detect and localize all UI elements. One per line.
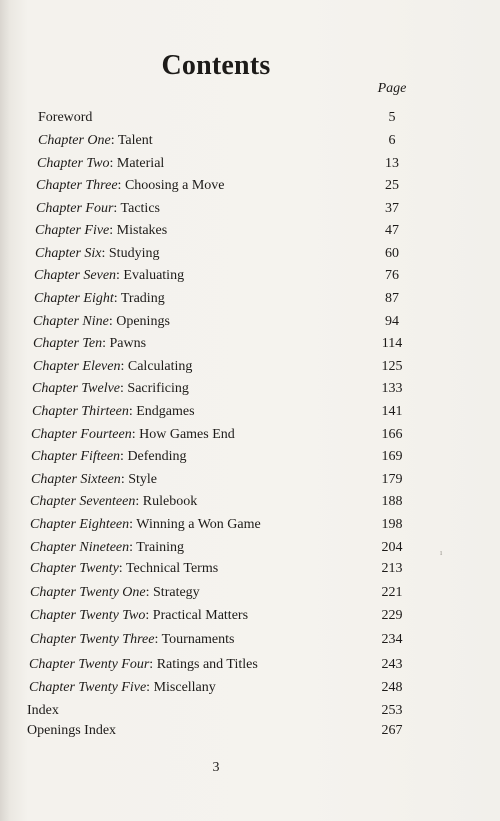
chapter-title: Studying <box>108 246 160 261</box>
toc-entry-label <box>36 176 225 196</box>
toc-entry <box>0 606 500 626</box>
chapter-number: Chapter Three <box>36 178 118 193</box>
toc-entry <box>0 289 500 309</box>
toc-entry <box>0 721 500 741</box>
chapter-separator: : <box>149 657 157 672</box>
chapter-number: Chapter Five <box>35 223 110 238</box>
chapter-number: Chapter Twenty Four <box>29 657 150 672</box>
chapter-separator: : <box>109 223 117 238</box>
toc-page-number: 125 <box>381 359 403 374</box>
toc-entry <box>0 559 500 579</box>
chapter-title: Ratings and Titles <box>156 657 258 672</box>
toc-entry <box>0 334 500 354</box>
chapter-separator: : <box>110 133 118 148</box>
toc-entry-label <box>36 199 160 219</box>
toc-entry-label <box>30 492 197 512</box>
toc-page-number: 221 <box>381 585 403 600</box>
chapter-title: Openings Index <box>27 723 117 738</box>
chapter-separator: : <box>108 314 117 329</box>
chapter-separator: : <box>135 494 143 509</box>
chapter-separator: : <box>102 336 110 351</box>
toc-entry-label <box>27 701 59 721</box>
chapter-separator: : <box>129 540 137 555</box>
toc-entry <box>0 402 500 422</box>
toc-page-number: 204 <box>381 540 403 555</box>
chapter-title: Openings <box>116 314 170 329</box>
chapter-separator: : <box>120 359 128 374</box>
chapter-title: Winning a Won Game <box>136 517 261 532</box>
toc-page-number: 114 <box>381 336 403 351</box>
toc-entry-label <box>32 402 195 422</box>
toc-page-number: 87 <box>385 291 399 306</box>
toc-page-number: 229 <box>381 608 403 623</box>
chapter-title: Choosing a Move <box>124 178 225 193</box>
chapter-number: Chapter Nineteen <box>30 540 130 555</box>
toc-entry-label <box>38 131 153 151</box>
toc-entry <box>0 515 500 535</box>
toc-entry <box>0 655 500 675</box>
chapter-separator: : <box>120 449 128 464</box>
toc-entry <box>0 312 500 332</box>
toc-entry <box>0 379 500 399</box>
chapter-title: Endgames <box>136 404 195 419</box>
chapter-title: Technical Terms <box>125 561 219 576</box>
toc-entry <box>0 425 500 445</box>
chapter-title: Rulebook <box>142 494 198 509</box>
toc-entry <box>0 199 500 219</box>
toc-page-number: 13 <box>385 156 399 171</box>
chapter-separator: : <box>131 427 140 442</box>
chapter-separator: : <box>116 268 124 283</box>
toc-entry <box>0 108 500 128</box>
toc-page-number: 188 <box>381 494 403 509</box>
toc-entry-label <box>31 425 235 445</box>
toc-entry <box>0 492 500 512</box>
toc-entry-label <box>34 266 184 286</box>
chapter-number: Chapter Six <box>35 246 102 261</box>
toc-entry-label <box>30 606 248 626</box>
toc-entry-label <box>37 154 164 174</box>
toc-page-number: 37 <box>385 201 399 216</box>
chapter-title: Defending <box>127 449 187 464</box>
chapter-number: Chapter Eighteen <box>30 517 130 532</box>
toc-page-number: 179 <box>381 472 403 487</box>
chapter-title: Strategy <box>153 585 200 600</box>
toc-entry-label <box>34 289 165 309</box>
chapter-separator: : <box>146 680 154 695</box>
chapter-title: Talent <box>117 133 153 148</box>
chapter-separator: : <box>154 632 162 647</box>
toc-entry-label <box>30 515 261 535</box>
toc-page-number: 5 <box>388 110 396 125</box>
toc-entry <box>0 221 500 241</box>
chapter-title: Tactics <box>120 201 160 216</box>
chapter-number: Chapter Four <box>36 201 114 216</box>
toc-page-number: 253 <box>381 703 403 718</box>
toc-page-number: 166 <box>381 427 403 442</box>
page-column-label: Page <box>377 81 407 96</box>
chapter-title: Sacrificing <box>127 381 189 396</box>
chapter-title: Practical Matters <box>152 608 249 623</box>
toc-page-number: 6 <box>388 133 396 148</box>
chapter-title: Style <box>128 472 157 487</box>
chapter-title: Training <box>136 540 185 555</box>
chapter-separator: : <box>113 201 121 216</box>
toc-entry <box>0 154 500 174</box>
chapter-number: Chapter Twenty <box>30 561 119 576</box>
chapter-number: Chapter Fourteen <box>31 427 132 442</box>
toc-entry <box>0 266 500 286</box>
toc-page-number: 133 <box>381 381 403 396</box>
chapter-number: Chapter Two <box>37 156 110 171</box>
toc-entry <box>0 244 500 264</box>
chapter-title: Index <box>27 703 59 718</box>
chapter-number: Chapter Seventeen <box>30 494 136 509</box>
chapter-separator: : <box>109 156 117 171</box>
chapter-number: Chapter Twenty Five <box>29 680 147 695</box>
toc-entry <box>0 176 500 196</box>
toc-page-number: 248 <box>381 680 403 695</box>
chapter-title: Material <box>116 156 165 171</box>
toc-page-number: 60 <box>385 246 399 261</box>
toc-page-number: 76 <box>385 268 399 283</box>
chapter-number: Chapter Twelve <box>32 381 121 396</box>
chapter-separator: : <box>120 472 129 487</box>
toc-page-number: 47 <box>385 223 399 238</box>
paper-speck: ı <box>440 548 443 557</box>
toc-entry-label <box>30 559 218 579</box>
toc-entry-label <box>31 447 187 467</box>
chapter-separator: : <box>118 561 126 576</box>
toc-entry <box>0 447 500 467</box>
toc-page-number: 243 <box>381 657 403 672</box>
chapter-separator: : <box>145 608 153 623</box>
chapter-number: Chapter Eight <box>34 291 114 306</box>
toc-entry-label <box>29 678 216 698</box>
toc-entry-label <box>35 221 167 241</box>
toc-page-number: 25 <box>385 178 399 193</box>
toc-page-number: 267 <box>381 723 403 738</box>
toc-page-number: 169 <box>381 449 403 464</box>
chapter-number: Chapter Eleven <box>33 359 121 374</box>
chapter-number: Chapter Nine <box>33 314 109 329</box>
chapter-separator: : <box>145 585 154 600</box>
chapter-number: Chapter Thirteen <box>32 404 129 419</box>
chapter-number: Chapter Twenty Three <box>30 632 155 647</box>
toc-entry <box>0 701 500 721</box>
toc-page-number: 141 <box>381 404 403 419</box>
chapter-separator: : <box>101 246 109 261</box>
toc-entry-label <box>33 312 170 332</box>
chapter-title: Trading <box>120 291 165 306</box>
toc-entry-label <box>30 583 200 603</box>
chapter-title: Tournaments <box>161 632 235 647</box>
chapter-number: Chapter Twenty Two <box>30 608 146 623</box>
chapter-title: Mistakes <box>116 223 168 238</box>
chapter-number: Chapter Seven <box>34 268 117 283</box>
chapter-number: Chapter One <box>38 133 111 148</box>
chapter-separator: : <box>113 291 121 306</box>
chapter-separator: : <box>128 404 137 419</box>
toc-entry <box>0 583 500 603</box>
chapter-title: Evaluating <box>123 268 185 283</box>
chapter-number: Chapter Sixteen <box>31 472 121 487</box>
chapter-title: Miscellany <box>153 680 216 695</box>
toc-entry <box>0 538 500 558</box>
toc-entry <box>0 357 500 377</box>
toc-entry <box>0 630 500 650</box>
chapter-number: Chapter Fifteen <box>31 449 121 464</box>
toc-page-number: 234 <box>381 632 403 647</box>
toc-entry-label <box>30 630 234 650</box>
chapter-title: Pawns <box>109 336 147 351</box>
page-title: Contents <box>161 50 271 81</box>
toc-page-number: 198 <box>381 517 403 532</box>
toc-entry-label <box>33 357 192 377</box>
toc-entry <box>0 131 500 151</box>
toc-entry-label <box>30 538 184 558</box>
chapter-separator: : <box>117 178 125 193</box>
chapter-title: Calculating <box>127 359 193 374</box>
chapter-title: Foreword <box>38 110 93 125</box>
toc-entry <box>0 470 500 490</box>
chapter-separator: : <box>129 517 137 532</box>
toc-entry-label <box>27 721 116 741</box>
chapter-separator: : <box>120 381 128 396</box>
toc-page-number: 213 <box>381 561 403 576</box>
toc-entry <box>0 678 500 698</box>
toc-entry-label <box>32 379 189 399</box>
toc-entry-label <box>31 470 157 490</box>
toc-entry-label <box>33 334 146 354</box>
chapter-number: Chapter Twenty One <box>30 585 146 600</box>
chapter-title: How Games End <box>139 427 235 442</box>
toc-entry-label <box>29 655 258 675</box>
toc-page-number: 94 <box>385 314 399 329</box>
toc-entry-label <box>38 108 92 128</box>
toc-entry-label <box>35 244 159 264</box>
chapter-number: Chapter Ten <box>33 336 103 351</box>
page-number: 3 <box>212 760 220 775</box>
